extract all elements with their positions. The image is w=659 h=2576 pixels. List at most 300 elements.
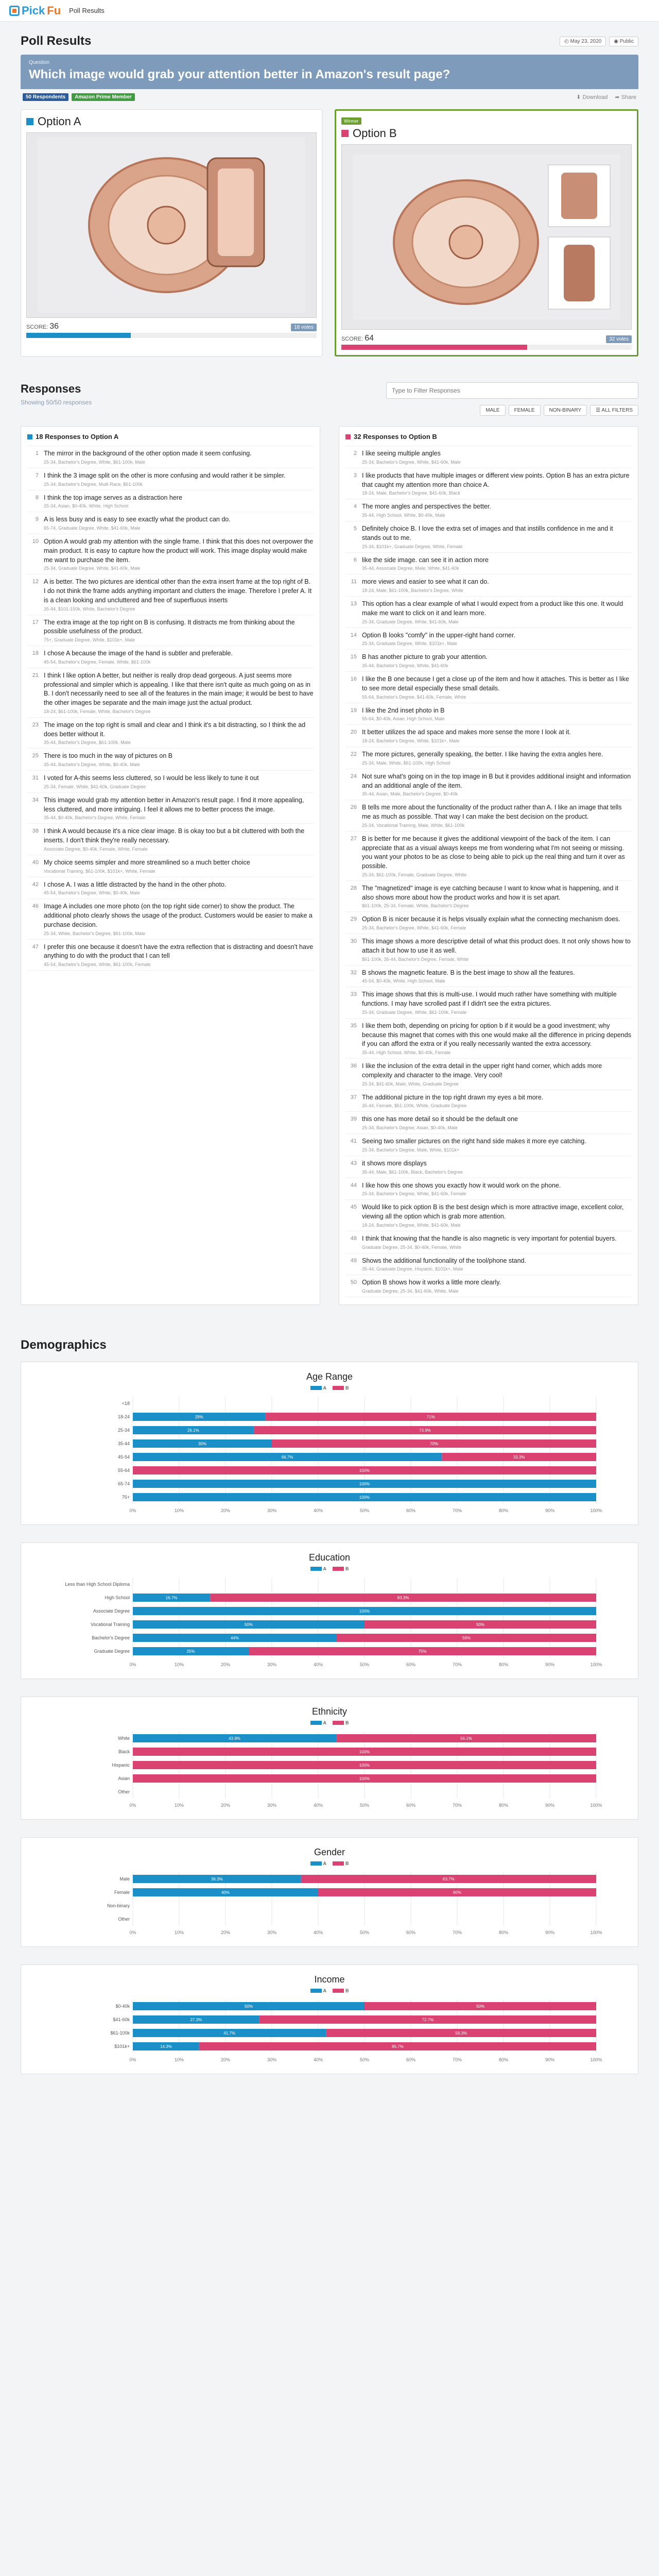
category-label: Bachelor's Degree bbox=[91, 1635, 130, 1640]
response-text: I chose A. I was a little distracted by the hand in the other photo. bbox=[44, 880, 227, 888]
response-text: I like the B one because I get a close up of the item and how it attaches. This is better as I like to see more detail especially these small details. bbox=[362, 675, 629, 692]
response-body bbox=[362, 556, 489, 571]
response-number: 20 bbox=[350, 729, 357, 736]
response-number: 12 bbox=[32, 579, 39, 585]
response-number: 40 bbox=[32, 859, 39, 866]
response-body bbox=[362, 1115, 518, 1130]
chart-title: Income bbox=[314, 1974, 345, 1985]
legend-label-a: A bbox=[323, 1385, 326, 1391]
bar-b-label: 56% bbox=[462, 1636, 471, 1640]
response-text: I think that knowing that the handle is also magnetic is very important for potential buyers. bbox=[362, 1234, 617, 1242]
response-text: Seeing two smaller pictures on the right hand side makes it more eye catching. bbox=[362, 1138, 586, 1145]
bar-b-label: 100% bbox=[359, 1468, 370, 1473]
filter-female-button[interactable]: FEMALE bbox=[509, 405, 541, 416]
x-tick-label: 40% bbox=[313, 1662, 323, 1667]
option-a-score: 36 bbox=[49, 322, 59, 331]
response-number: 44 bbox=[350, 1182, 357, 1189]
x-tick-label: 0% bbox=[129, 2057, 136, 2062]
response-item bbox=[345, 650, 632, 672]
response-body bbox=[362, 600, 632, 624]
option-a-score-label: SCORE: bbox=[26, 324, 48, 330]
response-item bbox=[27, 877, 314, 900]
response-text: This image shows that this is multi-use. I would much rather have something with multiple functions. I may have scrolled past if I didn't see the extra pictures. bbox=[362, 991, 617, 1007]
x-tick-label: 70% bbox=[452, 1662, 462, 1667]
response-number: 3 bbox=[353, 472, 357, 479]
response-body bbox=[44, 827, 314, 852]
demographics-charts bbox=[21, 1362, 638, 2074]
response-number: 7 bbox=[35, 472, 39, 479]
legend-item-b bbox=[333, 1720, 349, 1725]
response-body bbox=[362, 1257, 526, 1272]
response-text: Option B is nicer because it is helps visually explain what the connecting mechanism does. bbox=[362, 916, 620, 923]
response-body bbox=[44, 858, 250, 874]
response-demographics: 55-64, Bachelor's Degree, $41-60k, Female, White bbox=[362, 694, 466, 700]
option-a-score-bar bbox=[26, 333, 317, 338]
response-demographics: 25-34, Bachelor's Degree, Male, White, $101k+ bbox=[362, 1147, 460, 1153]
response-body bbox=[362, 578, 489, 593]
app-title: Poll Results bbox=[69, 7, 105, 14]
response-item bbox=[27, 512, 314, 534]
meta-badges bbox=[560, 37, 638, 46]
option-b-score: 64 bbox=[365, 334, 374, 343]
response-number: 22 bbox=[350, 751, 357, 757]
option-a-image[interactable] bbox=[26, 132, 317, 318]
legend-label-a: A bbox=[323, 1988, 326, 1993]
response-body bbox=[44, 515, 231, 531]
chart-legend bbox=[21, 1988, 638, 1993]
legend-swatch-b bbox=[333, 1386, 344, 1390]
response-text: The "magnetized" image is eye catching because I want to know what is happening, and it also shows more about how the product works and how it is set apart. bbox=[362, 884, 619, 901]
response-body bbox=[362, 631, 515, 647]
response-text: B is better for me because it gives the additional viewpoint of the back of the item. I can appreciate that as a visual always keeps me from wondering what I'm not seeing or missing. you want your photos to be as close to being able to pick up the real thing and turn it over as possible. bbox=[362, 835, 625, 870]
download-button[interactable] bbox=[576, 94, 608, 100]
category-label: Less than High School Diploma bbox=[64, 1582, 130, 1587]
response-text: this one has more detail so it should be the default one bbox=[362, 1115, 518, 1123]
legend-item-a bbox=[310, 1988, 327, 1993]
poll-date: May 23, 2020 bbox=[570, 38, 602, 44]
response-body bbox=[44, 880, 226, 896]
response-demographics: 65-74, Graduate Degree, White, $41-60k, Male bbox=[44, 526, 141, 531]
responses-title: Responses bbox=[21, 382, 81, 395]
category-label: $41-60k bbox=[112, 2017, 130, 2022]
option-a-swatch bbox=[27, 434, 32, 439]
chart-legend bbox=[21, 1566, 638, 1571]
chart-title: Age Range bbox=[306, 1371, 353, 1382]
option-a-score-row bbox=[26, 322, 317, 331]
legend-label-b: B bbox=[345, 1385, 349, 1391]
response-body bbox=[44, 449, 252, 465]
response-demographics: 25-34, Male, White, $61-100k, High School bbox=[362, 760, 450, 766]
x-tick-label: 80% bbox=[498, 1508, 508, 1513]
chart-title: Ethnicity bbox=[311, 1706, 348, 1717]
response-demographics: 25-34, Bachelor's Degree, Asian, $0-40k, Male bbox=[362, 1125, 458, 1130]
option-a-score-fill bbox=[26, 333, 131, 338]
response-demographics: $61-100k, 25-34, Female, White, Bachelor's Degree bbox=[362, 903, 469, 909]
response-body bbox=[362, 884, 632, 909]
chart-gender bbox=[21, 1837, 638, 1947]
option-b-image[interactable] bbox=[341, 144, 632, 330]
response-number: 6 bbox=[353, 556, 357, 563]
category-label: Other bbox=[117, 1789, 130, 1794]
response-item bbox=[345, 468, 632, 500]
bar-a-label: 43.9% bbox=[228, 1736, 240, 1741]
filter-male-button[interactable]: MALE bbox=[480, 405, 505, 416]
visibility-badge[interactable]: ◉ Public bbox=[609, 37, 638, 46]
share-icon: ➦ bbox=[615, 94, 620, 100]
response-text: I think the top image serves as a distraction here bbox=[44, 494, 182, 501]
response-body bbox=[362, 1137, 586, 1153]
bar-b-label: 50% bbox=[476, 1622, 484, 1627]
product-image-b bbox=[353, 155, 620, 319]
option-b-swatch bbox=[345, 434, 351, 439]
page bbox=[21, 22, 638, 2074]
category-label: Vocational Training bbox=[90, 1622, 130, 1627]
response-body bbox=[44, 752, 172, 767]
response-text: B shows the magnetic feature. B is the best image to show all the features. bbox=[362, 969, 575, 976]
response-item bbox=[345, 446, 632, 468]
x-tick-label: 70% bbox=[452, 1930, 462, 1935]
response-demographics: Vocational Training, $61-100k, $101k+, White, Female bbox=[44, 868, 155, 874]
responses-b-header bbox=[345, 431, 632, 446]
pickfu-logo[interactable] bbox=[9, 4, 61, 18]
x-tick-label: 60% bbox=[406, 1930, 415, 1935]
response-item bbox=[345, 965, 632, 988]
bar-a-label: 30% bbox=[198, 1442, 206, 1446]
x-tick-label: 60% bbox=[406, 1662, 415, 1667]
response-text: The image on the top right is small and clear and I think it's a bit distracting, so I think the ad does better without it. bbox=[44, 721, 306, 738]
x-tick-label: 100% bbox=[589, 1930, 602, 1935]
response-text: I like seeing multiple angles bbox=[362, 450, 441, 457]
option-a-label: Option A bbox=[38, 115, 81, 128]
response-number: 43 bbox=[350, 1160, 357, 1166]
response-demographics: 35-44, Bachelor's Degree, White, $41-60k bbox=[362, 663, 448, 668]
response-demographics: 35-44, Asian, Male, Bachelor's Degree, $0-40k bbox=[362, 791, 458, 797]
response-body bbox=[44, 671, 314, 714]
response-text: I prefer this one because it doesn't have the extra reflection that is distracting and doesn't have anything to do with the product that I can tell bbox=[44, 943, 314, 960]
x-tick-label: 80% bbox=[498, 1662, 508, 1667]
legend-label-a: A bbox=[323, 1861, 326, 1866]
response-body bbox=[362, 1022, 632, 1055]
response-item bbox=[345, 521, 632, 553]
response-item bbox=[345, 1253, 632, 1276]
category-label: 55-64 bbox=[117, 1468, 130, 1473]
responses-a-list bbox=[27, 446, 314, 971]
response-demographics: 25-34, Vocational Training, Male, White, $61-100k bbox=[362, 822, 465, 828]
response-body bbox=[362, 728, 571, 743]
response-demographics: 75+, Graduate Degree, White, $101k+, Male bbox=[44, 637, 135, 642]
response-number: 33 bbox=[350, 991, 357, 998]
response-text: It better utilizes the ad space and makes more sense the more I look at it. bbox=[362, 728, 571, 736]
response-item bbox=[345, 1090, 632, 1112]
bar-b-label: 75% bbox=[418, 1649, 427, 1654]
response-body bbox=[362, 653, 488, 668]
category-label: 35-44 bbox=[117, 1441, 130, 1446]
top-bar bbox=[0, 0, 659, 22]
response-demographics: 18-24, Male, $61-100k, Bachelor's Degree, White bbox=[362, 588, 463, 593]
audience-tag: Amazon Prime Member bbox=[72, 93, 135, 101]
response-text: The additional picture in the top right drawn my eyes a bit more. bbox=[362, 1093, 544, 1101]
chart-title: Education bbox=[308, 1552, 351, 1563]
response-text: This image would grab my attention better in Amazon's result page. I find it more appealing, less cluttered, and more intriguing. I feel it allows me to better process the image. bbox=[44, 796, 304, 813]
response-text: Definitely choice B. I love the extra set of images and that instills confidence in me and it stands out to me. bbox=[362, 525, 613, 541]
response-number: 2 bbox=[353, 450, 357, 456]
response-number: 15 bbox=[350, 654, 357, 660]
response-demographics: 35-44, High School, White, $0-40k, Male bbox=[362, 513, 445, 518]
response-number: 5 bbox=[353, 526, 357, 532]
category-label: $61-100k bbox=[110, 2030, 130, 2036]
response-demographics: 25-34, $101k+, Graduate Degree, White, Female bbox=[362, 544, 463, 549]
x-tick-label: 20% bbox=[220, 2057, 230, 2062]
response-number: 13 bbox=[350, 601, 357, 607]
x-tick-label: 40% bbox=[313, 1508, 323, 1513]
responses-section bbox=[21, 382, 638, 1305]
legend-item-a bbox=[310, 1566, 327, 1571]
category-label: 25-34 bbox=[117, 1428, 130, 1433]
response-text: I voted for A-this seems less cluttered, so I would be less likely to tune it out bbox=[44, 774, 259, 782]
legend-label-b: B bbox=[345, 1861, 349, 1866]
bar-b-label: 73.9% bbox=[419, 1428, 431, 1433]
bar-a-label: 16.7% bbox=[165, 1596, 177, 1600]
response-body bbox=[362, 1234, 617, 1250]
bar-b-label: 100% bbox=[359, 1776, 370, 1781]
page-title: Poll Results bbox=[21, 34, 92, 48]
x-tick-label: 40% bbox=[313, 2057, 323, 2062]
response-number: 9 bbox=[35, 516, 39, 523]
x-tick-label: 50% bbox=[359, 1508, 369, 1513]
response-body bbox=[362, 969, 575, 984]
response-item bbox=[345, 1112, 632, 1134]
response-number: 21 bbox=[32, 672, 39, 679]
response-number: 50 bbox=[350, 1279, 357, 1286]
response-number: 30 bbox=[350, 938, 357, 944]
download-label: Download bbox=[582, 94, 608, 100]
response-number: 19 bbox=[350, 707, 357, 714]
option-a-swatch bbox=[26, 118, 33, 125]
responses-a-title: 18 Responses to Option A bbox=[36, 433, 119, 440]
response-number: 8 bbox=[35, 494, 39, 501]
bar-a-label: 66.7% bbox=[281, 1455, 293, 1460]
x-tick-label: 30% bbox=[267, 1930, 276, 1935]
x-tick-label: 90% bbox=[545, 1662, 554, 1667]
response-item bbox=[27, 771, 314, 793]
category-label: Other bbox=[117, 1917, 130, 1922]
response-body bbox=[362, 1159, 463, 1175]
category-label: 18-24 bbox=[117, 1414, 130, 1419]
response-text: There is too much in the way of pictures on B bbox=[44, 752, 173, 760]
response-demographics: Graduate Degree, 25-34, $41-60k, White, Male bbox=[362, 1289, 459, 1294]
category-label: Non-binary bbox=[107, 1903, 130, 1908]
chart-plot bbox=[43, 1996, 617, 2066]
response-body bbox=[362, 1181, 561, 1197]
bar-b-label: 100% bbox=[359, 1763, 370, 1768]
filter-nonbinary-button[interactable]: NON-BINARY bbox=[544, 405, 587, 416]
bar-a-label: 36.3% bbox=[211, 1877, 223, 1882]
responses-b-list bbox=[345, 446, 632, 1297]
response-number: 18 bbox=[32, 650, 39, 656]
response-text: I think the 3 image split on the other is more confusing and would rather it be simpler. bbox=[44, 471, 286, 479]
response-item bbox=[27, 490, 314, 513]
chart-plot bbox=[43, 1394, 617, 1517]
response-number: 37 bbox=[350, 1094, 357, 1100]
bar-b-label: 33.3% bbox=[513, 1455, 525, 1460]
product-image-a bbox=[38, 138, 305, 313]
x-tick-label: 20% bbox=[220, 1803, 230, 1808]
legend-swatch-a bbox=[310, 1861, 322, 1866]
response-demographics: 25-34, Bachelor's Degree, White, $61-100k, Male bbox=[44, 459, 145, 465]
response-number: 28 bbox=[350, 885, 357, 891]
response-demographics: 35-44, $0-40k, Bachelor's Degree, White, Female bbox=[44, 815, 146, 821]
response-text: it shows more displays bbox=[362, 1159, 427, 1167]
response-body bbox=[362, 675, 632, 700]
legend-item-b bbox=[333, 1988, 349, 1993]
x-tick-label: 100% bbox=[589, 1803, 602, 1808]
option-a-votes: 18 votes bbox=[291, 324, 317, 331]
legend-item-a bbox=[310, 1720, 327, 1725]
legend-label-a: A bbox=[323, 1720, 326, 1725]
legend-swatch-a bbox=[310, 1721, 322, 1725]
x-tick-label: 80% bbox=[498, 1930, 508, 1935]
share-button[interactable] bbox=[615, 94, 636, 100]
bar-a-label: 50% bbox=[244, 2004, 253, 2009]
response-body bbox=[362, 803, 632, 828]
all-filters-button[interactable] bbox=[590, 405, 638, 416]
response-number: 36 bbox=[350, 1063, 357, 1069]
response-demographics: 25-34, Graduate Degree, White, $41-60k, Male bbox=[44, 566, 141, 571]
bar-a-label: 40% bbox=[221, 1890, 230, 1895]
response-item bbox=[27, 793, 314, 824]
category-label: Black bbox=[118, 1749, 130, 1754]
question-label: Question bbox=[29, 60, 50, 65]
response-body bbox=[44, 471, 286, 487]
chart-legend bbox=[21, 1385, 638, 1391]
response-number: 26 bbox=[350, 804, 357, 811]
response-demographics: 25-34, White, Bachelor's Degree, $61-100k, Male bbox=[44, 930, 145, 936]
filter-input[interactable] bbox=[386, 382, 638, 399]
response-item bbox=[345, 628, 632, 650]
response-body bbox=[362, 990, 632, 1015]
x-tick-label: 0% bbox=[129, 1662, 136, 1667]
x-tick-label: 50% bbox=[359, 1662, 369, 1667]
legend-swatch-a bbox=[310, 1567, 322, 1571]
x-tick-label: 80% bbox=[498, 2057, 508, 2062]
response-demographics: 25-34, Graduate Degree, White, $61-100k, Female bbox=[362, 1009, 467, 1015]
response-item bbox=[345, 1178, 632, 1200]
response-number: 41 bbox=[350, 1138, 357, 1144]
response-number: 32 bbox=[350, 969, 357, 976]
category-label: Graduate Degree bbox=[93, 1649, 130, 1654]
response-demographics: 55-64, $0-40k, Asian, High School, Male bbox=[362, 716, 445, 722]
legend-swatch-b bbox=[333, 1989, 344, 1993]
bar-b-label: 71% bbox=[426, 1415, 435, 1419]
response-text: I think A would because it's a nice clear image. B is okay too but a bit cluttered with both the inserts. I don't think they're really necessary. bbox=[44, 827, 305, 844]
response-demographics: 45-54, $0-40k, White, High School, Male bbox=[362, 978, 445, 984]
option-b-label: Option B bbox=[353, 127, 397, 140]
logo-text-fu: Fu bbox=[47, 4, 61, 17]
response-body bbox=[44, 721, 314, 745]
chart-legend bbox=[21, 1720, 638, 1725]
response-text: Image A includes one more photo (on the top right side corner) to show the product. The additional photo clearly shows the usage of the product. Customers would be easier to make a purchase decision. bbox=[44, 903, 313, 928]
response-item bbox=[27, 574, 314, 615]
responses-a-column bbox=[21, 426, 320, 1305]
response-number: 27 bbox=[350, 835, 357, 842]
response-item bbox=[345, 1019, 632, 1059]
response-text: I chose A because the image of the hand is subtler and preferable. bbox=[44, 650, 233, 657]
option-b-score-row bbox=[341, 334, 632, 343]
visibility-label: Public bbox=[619, 38, 634, 44]
response-item bbox=[345, 1275, 632, 1297]
response-item bbox=[27, 718, 314, 749]
response-number: 49 bbox=[350, 1257, 357, 1264]
response-item bbox=[345, 832, 632, 881]
response-item bbox=[27, 855, 314, 877]
bar-a-label: 100% bbox=[359, 1609, 370, 1614]
response-item bbox=[27, 749, 314, 771]
response-demographics: 25-34, Asian, $0-40k, White, High School bbox=[44, 503, 129, 509]
x-tick-label: 0% bbox=[129, 1930, 136, 1935]
legend-label-b: B bbox=[345, 1988, 349, 1993]
bar-b-label: 63.7% bbox=[442, 1877, 455, 1882]
x-tick-label: 10% bbox=[174, 1803, 184, 1808]
response-demographics: 35-44, High School, White, $0-40k, Female bbox=[362, 1050, 451, 1055]
category-label: 65-74 bbox=[117, 1481, 130, 1486]
chart-title: Gender bbox=[314, 1847, 345, 1857]
response-text: My choice seems simpler and more streamlined so a much better choice bbox=[44, 858, 250, 866]
response-item bbox=[345, 934, 632, 965]
response-item bbox=[345, 1231, 632, 1253]
response-demographics: 35-44, Male, $61-100k, Black, Bachelor's Degree bbox=[362, 1169, 463, 1175]
category-label: $101k+ bbox=[114, 2044, 130, 2049]
category-label: White bbox=[117, 1736, 130, 1741]
responses-b-title: 32 Responses to Option B bbox=[354, 433, 437, 440]
response-text: B has another picture to grab your attention. bbox=[362, 653, 488, 661]
response-body bbox=[44, 902, 314, 936]
response-text: The more angles and perspectives the better. bbox=[362, 503, 491, 511]
legend-item-b bbox=[333, 1566, 349, 1571]
bar-a-label: 14.3% bbox=[160, 2044, 172, 2049]
response-number: 42 bbox=[32, 881, 39, 888]
response-body bbox=[362, 471, 632, 496]
response-demographics: 25-34, Bachelor's Degree, White, $41-60k, Male bbox=[362, 459, 461, 465]
response-demographics: Associate Degree, $0-40k, Female, White, Female bbox=[44, 846, 148, 852]
x-tick-label: 50% bbox=[359, 2057, 369, 2062]
option-b-card[interactable] bbox=[335, 109, 638, 357]
response-text: The mirror in the background of the other option made it seem confusing. bbox=[44, 450, 252, 457]
response-number: 25 bbox=[32, 753, 39, 759]
response-demographics: 25-34, $41-60k, Male, White, Graduate Degree bbox=[362, 1081, 459, 1087]
response-body bbox=[362, 937, 632, 962]
response-body bbox=[362, 750, 603, 766]
response-text: B tells me more about the functionality of the product rather than A. I like an image that tells me as much as possible. That way I can make the best decision on the product. bbox=[362, 804, 622, 820]
filter-icon: ☰ bbox=[596, 408, 601, 413]
response-text: Would like to pick option B is the best design which is more attractive image, excellent color, viewing all the option which is grab more attention. bbox=[362, 1204, 624, 1220]
option-a-card[interactable] bbox=[21, 109, 322, 357]
x-tick-label: 40% bbox=[313, 1930, 323, 1935]
bar-a-label: 41.7% bbox=[223, 2031, 235, 2036]
response-number: 11 bbox=[351, 579, 357, 585]
response-item bbox=[345, 881, 632, 912]
option-b-score-label: SCORE: bbox=[341, 336, 363, 342]
bar-b-label: 56.1% bbox=[460, 1736, 472, 1741]
download-icon: ⬇ bbox=[576, 94, 581, 100]
response-demographics: Graduate Degree, 25-34, $0-40k, Female, White bbox=[362, 1244, 462, 1250]
response-body bbox=[44, 537, 314, 571]
option-b-swatch bbox=[341, 130, 349, 137]
x-tick-label: 100% bbox=[589, 1662, 602, 1667]
category-label: 45-54 bbox=[117, 1454, 130, 1460]
response-text: I like how this one shows you exactly how it would work on the phone. bbox=[362, 1181, 561, 1189]
x-tick-label: 30% bbox=[267, 1662, 276, 1667]
response-body bbox=[362, 1203, 632, 1228]
